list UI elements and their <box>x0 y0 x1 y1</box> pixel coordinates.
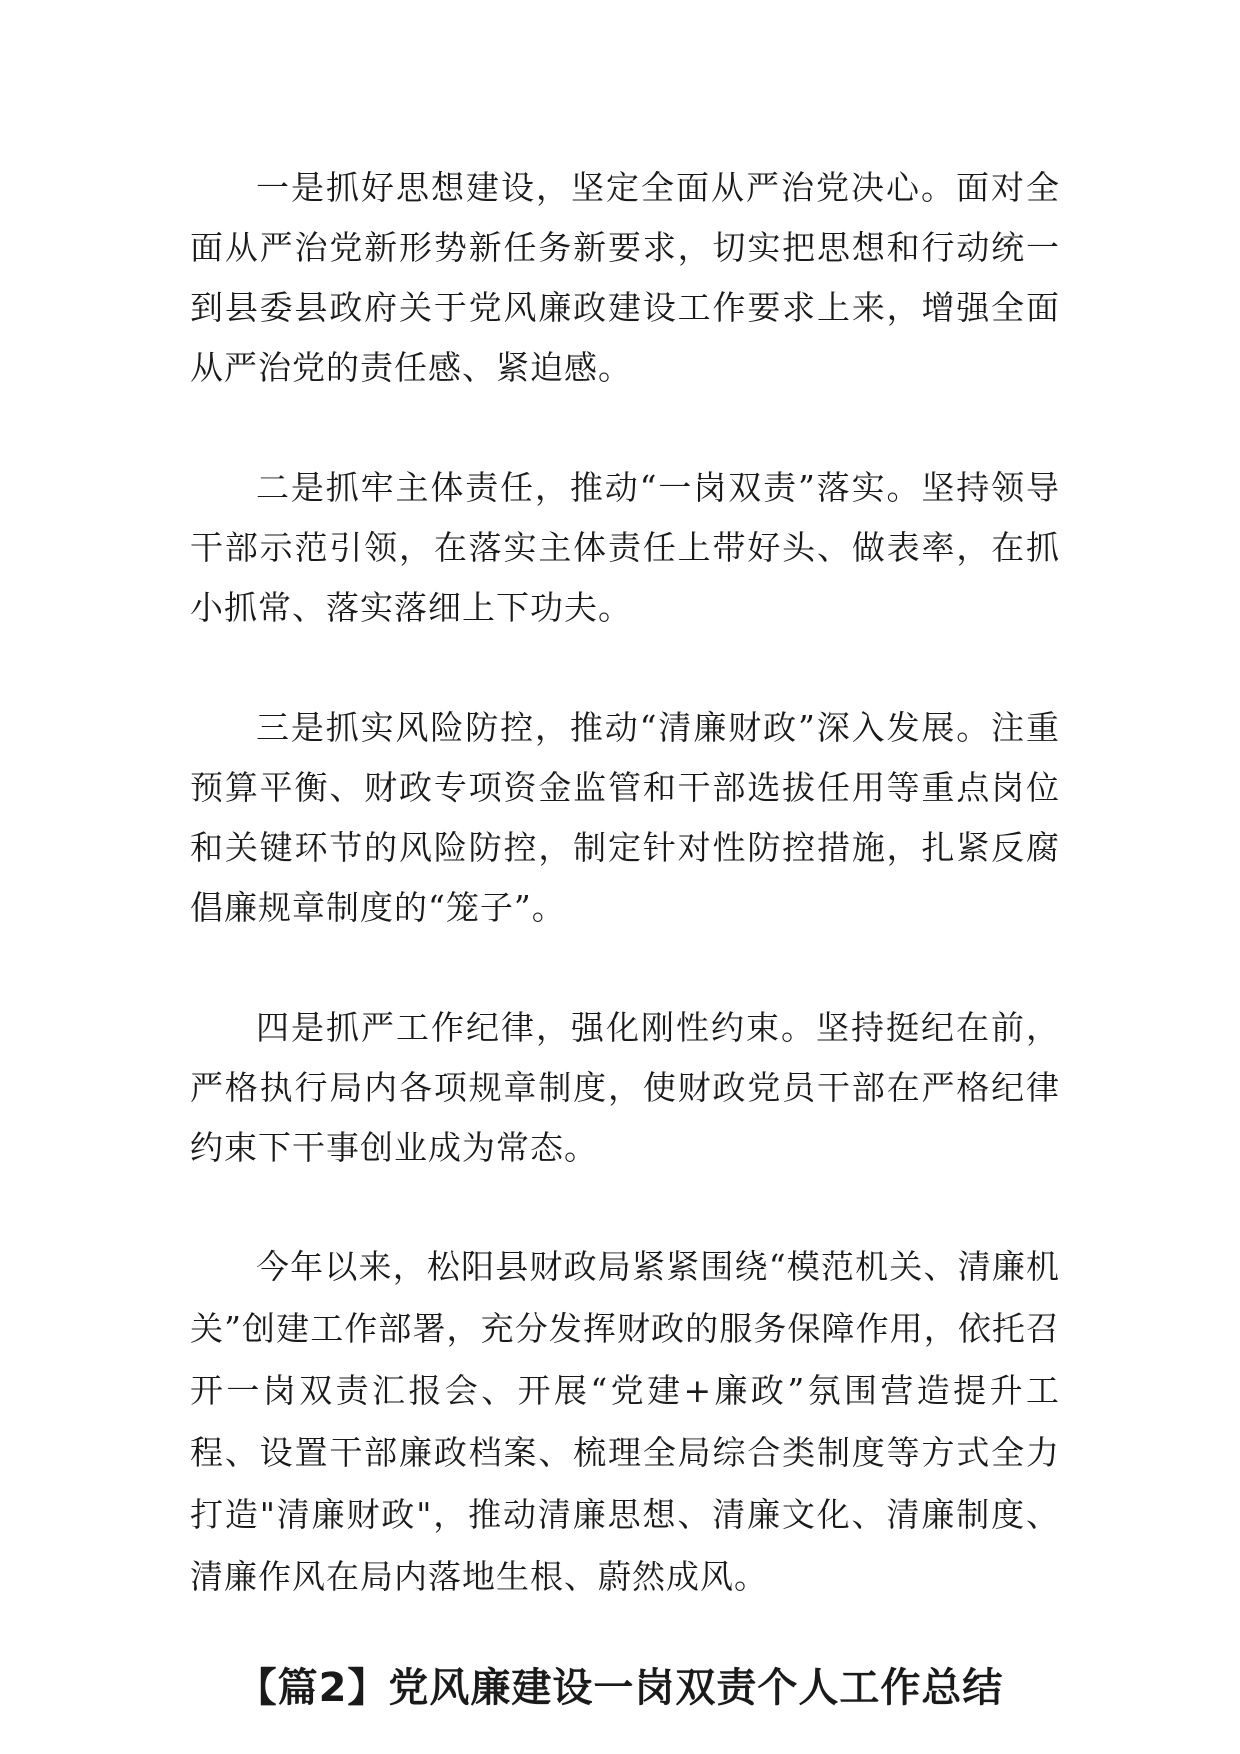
paragraph-4: 四是抓严工作纪律，强化刚性约束。坚持挺纪在前，严格执行局内各项规章制度，使财政党员干部在严格纪律约束下干事创业成为常态。 <box>190 1008 1060 1167</box>
paragraph-3: 三是抓实风险防控，推动“清廉财政”深入发展。注重预算平衡、财政专项资金监管和干部选拔任用等重点岗位和关键环节的风险防控，制定针对性防控措施，扎紧反腐倡廉规章制度的“笼子”。 <box>190 708 1060 927</box>
paragraph-2: 二是抓牢主体责任，推动“一岗双责”落实。坚持领导干部示范引领，在落实主体责任上带好头、做表率，在抓小抓常、落实落细上下功夫。 <box>190 468 1060 627</box>
section-heading: 【篇2】党风廉建设一岗双责个人工作总结 <box>236 1665 1004 1711</box>
paragraph-5: 今年以来，松阳县财政局紧紧围绕“模范机关、清廉机关”创建工作部署，充分发挥财政的服务保障作用，依托召开一岗双责汇报会、开展“党建+廉政”氛围营造提升工程、设置干部廉政档案、梳理全局综合类制度等方式全力打造"清廉财政"，推动清廉思想、清廉文化、清廉制度、清廉作风在局内落地生根、蔚然成风。 <box>190 1247 1060 1596</box>
paragraph-1: 一是抓好思想建设，坚定全面从严治党决心。面对全面从严治党新形势新任务新要求，切实把思想和行动统一到县委县政府关于党风廉政建设工作要求上来，增强全面从严治党的责任感、紧迫感。 <box>190 168 1060 387</box>
